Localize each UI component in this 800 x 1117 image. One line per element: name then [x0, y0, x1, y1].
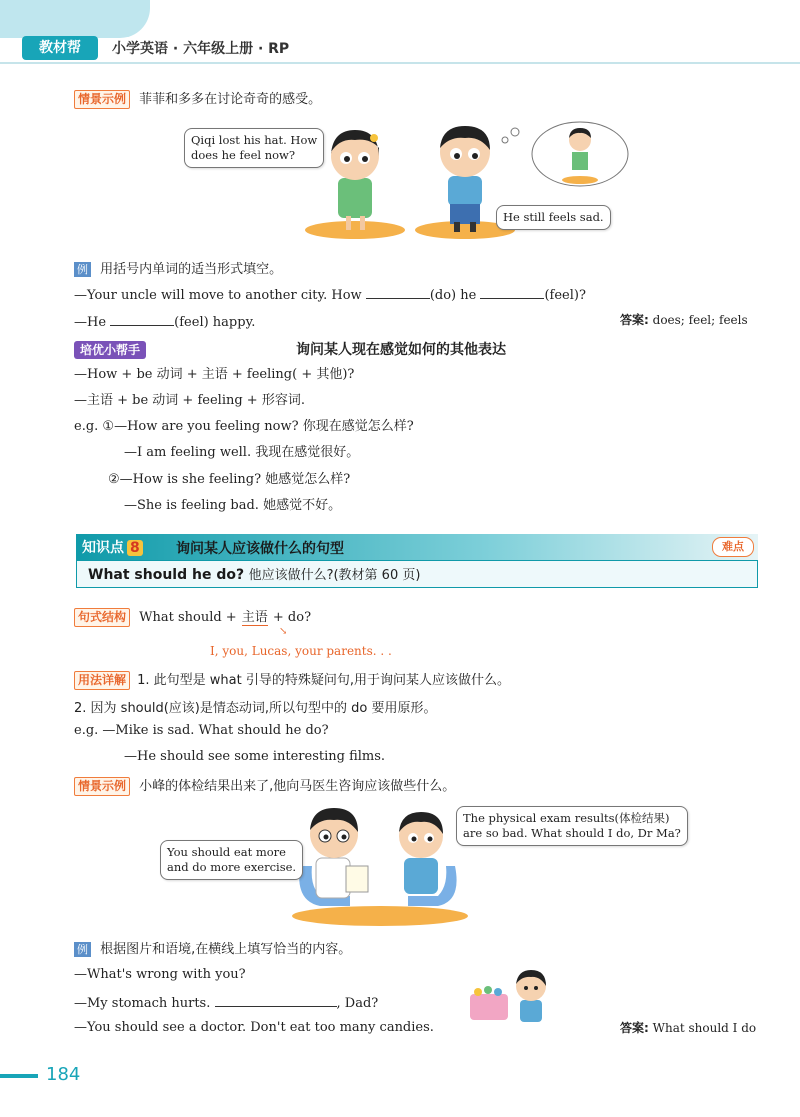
example1-line2-text: —He — [74, 315, 107, 330]
bubble-girl-line2: does he feel now? — [191, 148, 296, 162]
structure-formula-a: What should + — [139, 610, 237, 625]
example2-line2-end: , Dad? — [336, 996, 379, 1011]
scene2-header — [74, 775, 455, 796]
girl-dress — [338, 178, 372, 218]
tip-line5: ②—How is she feeling? 她感觉怎么样? — [108, 472, 351, 487]
example2-illustration — [466, 964, 556, 1032]
example1-line2-end: (feel) happy. — [174, 315, 256, 330]
tip-line3: e.g. ①—How are you feeling now? 你现在感觉怎么样? — [74, 419, 414, 434]
example1-line1 — [74, 284, 586, 305]
knowledge-point-label — [82, 537, 143, 557]
candy-table — [470, 994, 508, 1020]
structure-tag: 句式结构 — [74, 608, 130, 627]
blank-4[interactable] — [215, 992, 337, 1007]
bubble-patient — [456, 806, 688, 846]
example1-header — [74, 258, 282, 277]
example2-answer-text: What should I do — [652, 1021, 757, 1035]
header-decoration — [0, 0, 150, 38]
knowledge-point-number: 8 — [127, 540, 143, 556]
bubble-girl-line1: Qiqi lost his hat. How — [191, 133, 318, 147]
floor-shadow — [292, 906, 468, 926]
page-number: 184 — [46, 1064, 81, 1085]
doctor-coat — [316, 858, 350, 898]
usage-point2: 2. 因为 should(应该)是情态动词,所以句型中的 do 要用原形。 — [74, 701, 437, 716]
example1-line1-mid: (do) he — [429, 288, 477, 303]
knowledge-point-sentence — [88, 564, 420, 583]
brand-badge: 教材帮 — [22, 36, 98, 60]
structure-formula-b: + do? — [272, 610, 312, 625]
example2-line2-text: —My stomach hurts. — [74, 996, 211, 1011]
book-title: 小学英语 · 六年级上册 · RP — [112, 41, 290, 57]
blank-1[interactable] — [366, 284, 430, 299]
tip-line4: —I am feeling well. 我现在感觉很好。 — [124, 445, 360, 460]
tip-title: 询问某人现在感觉如何的其他表达 — [296, 342, 506, 358]
example2-line1: —What's wrong with you? — [74, 967, 246, 982]
tip-line1: —How + be 动词 + 主语 + feeling( + 其他)? — [74, 367, 355, 382]
bubble-patient-line1: The physical exam results(体检结果) — [463, 811, 670, 825]
example1-answer — [620, 311, 748, 329]
scene1-header — [74, 88, 321, 109]
scene2-cartoon — [290, 806, 470, 928]
knowledge-point-label-text: 知识点 — [82, 540, 124, 556]
knowledge-point-title: 询问某人应该做什么的句型 — [176, 541, 344, 557]
scene2-tag: 情景示例 — [74, 777, 130, 796]
example2-tag: 例 — [74, 942, 91, 957]
example1-line2 — [74, 311, 255, 332]
structure-row — [74, 606, 311, 627]
example1-line1-text: —Your uncle will move to another city. How — [74, 288, 362, 303]
tip-line2: —主语 + be 动词 + feeling + 形容词. — [74, 393, 305, 408]
candy-cartoon — [466, 964, 556, 1032]
example1-answer-label: 答案: — [620, 313, 649, 327]
example1-instruction: 用括号内单词的适当形式填空。 — [100, 262, 283, 277]
example1-tag: 例 — [74, 262, 91, 277]
clipboard — [346, 866, 368, 892]
example1-line1-end: (feel)? — [544, 288, 586, 303]
structure-subject: 主语 — [241, 610, 268, 625]
header-divider — [0, 62, 800, 64]
boy-shirt — [448, 176, 482, 206]
blank-2[interactable] — [480, 284, 544, 299]
example2-line2 — [74, 992, 378, 1013]
child-shirt — [520, 1000, 542, 1022]
scene1-tag: 情景示例 — [74, 90, 130, 109]
scene1-caption: 菲菲和多多在讨论奇奇的感受。 — [139, 92, 322, 107]
example2-answer — [620, 1019, 756, 1037]
bubble-doctor-line1: You should eat more — [167, 845, 286, 859]
tip-line6: —She is feeling bad. 她感觉不好。 — [124, 498, 342, 513]
scene2-illustration — [290, 806, 470, 928]
bubble-boy: He still feels sad. — [496, 205, 611, 230]
tip-tag-wrap — [74, 339, 146, 359]
difficulty-badge: 难点 — [712, 537, 754, 557]
usage-eg1: e.g. —Mike is sad. What should he do? — [74, 723, 329, 738]
example2-answer-label: 答案: — [620, 1021, 649, 1035]
usage-row1 — [74, 669, 510, 690]
blank-3[interactable] — [110, 311, 174, 326]
patient-shirt — [404, 858, 438, 894]
page-number-bar — [0, 1074, 38, 1078]
usage-point1: 1. 此句型是 what 引导的特殊疑问句,用于询问某人应该做什么。 — [137, 673, 510, 688]
arrow-down-icon: ↘ — [279, 626, 288, 637]
floor-shadow-left — [305, 221, 405, 239]
kp-sentence-en: What should he do? — [88, 567, 245, 583]
tip-tag: 培优小帮手 — [74, 341, 146, 359]
kp-sentence-cn: 他应该做什么?(教材第 60 页) — [248, 568, 421, 583]
example1-answer-text: does; feel; feels — [652, 313, 748, 327]
usage-eg2: —He should see some interesting films. — [124, 749, 386, 764]
bubble-girl — [184, 128, 324, 168]
example2-header — [74, 938, 351, 957]
example2-line3: —You should see a doctor. Don't eat too many candies. — [74, 1020, 434, 1035]
example2-instruction: 根据图片和语境,在横线上填写恰当的内容。 — [100, 942, 352, 957]
scene2-caption: 小峰的体检结果出来了,他向马医生咨询应该做些什么。 — [139, 779, 456, 794]
bubble-doctor — [160, 840, 303, 880]
structure-subjects: I, you, Lucas, your parents. . . — [210, 644, 392, 658]
usage-tag: 用法详解 — [74, 671, 130, 690]
bubble-doctor-line2: and do more exercise. — [167, 860, 297, 874]
bubble-patient-line2: are so bad. What should I do, Dr Ma? — [463, 826, 681, 840]
